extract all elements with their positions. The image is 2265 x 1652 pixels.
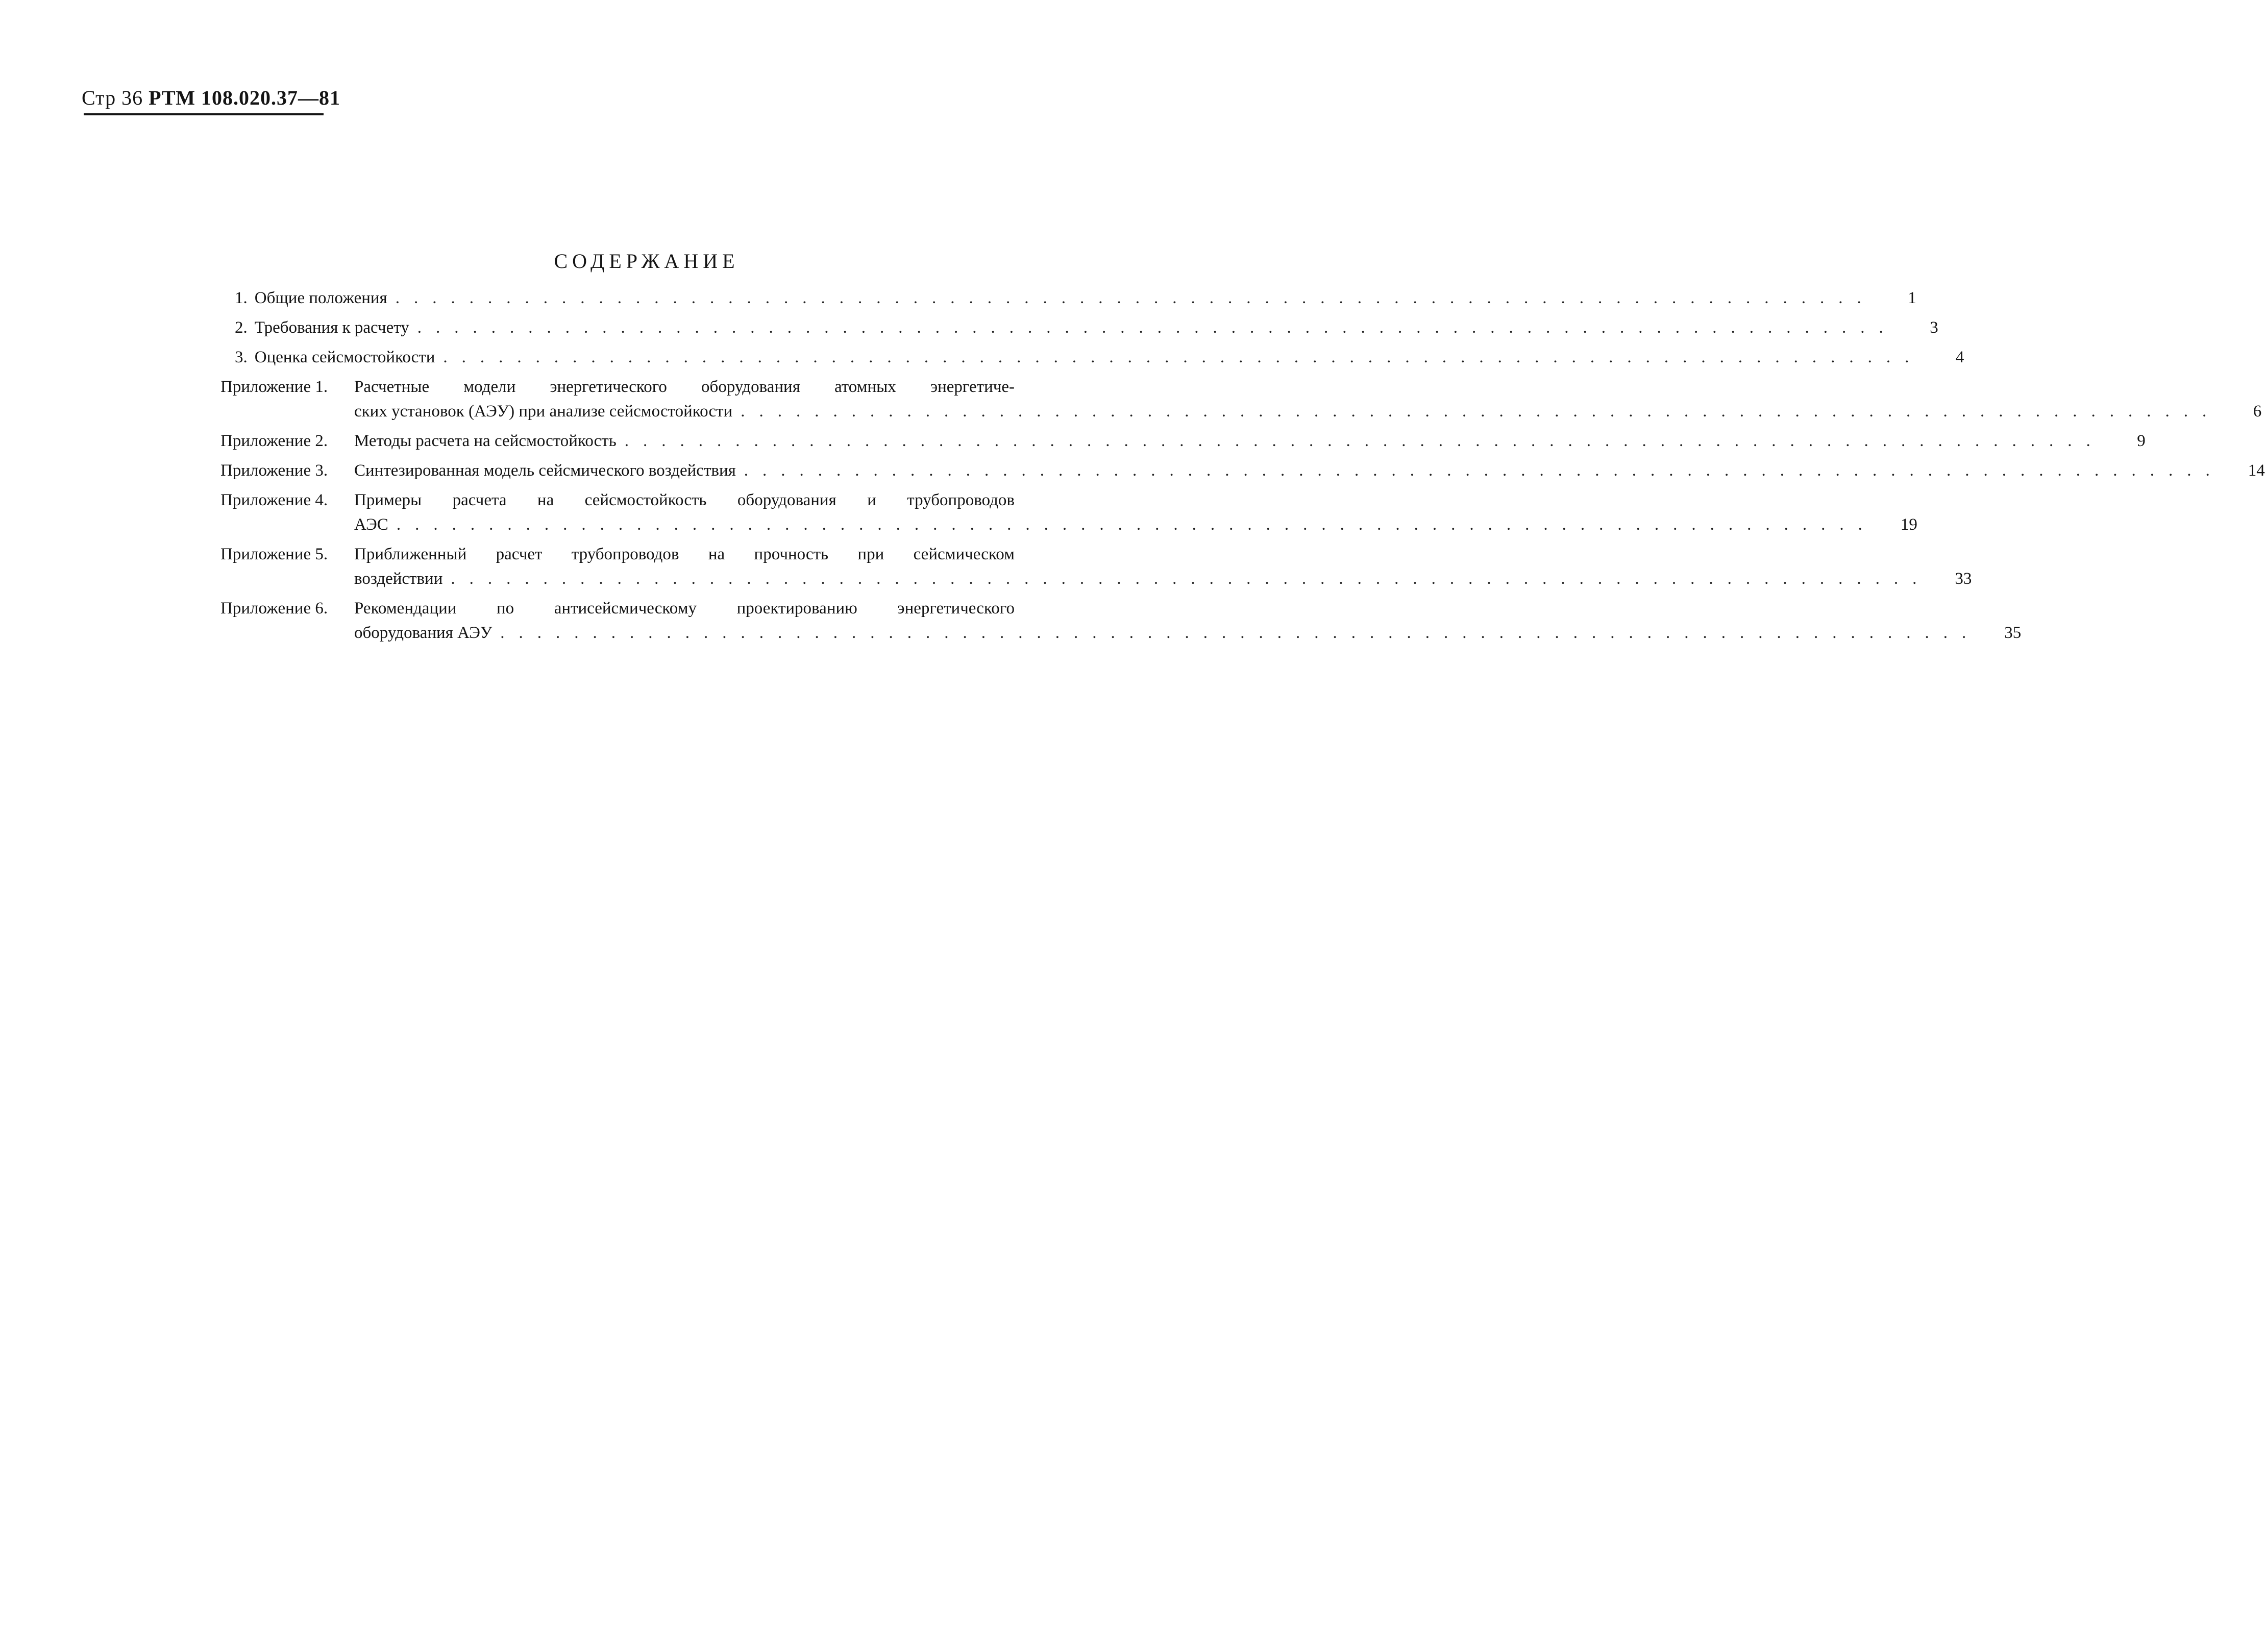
toc-entry-title: Приближенный расчет трубопроводов на прочность при сейсмическом xyxy=(354,545,1015,563)
toc-entry-title: Требования к расчету xyxy=(254,318,409,337)
table-of-contents xyxy=(220,286,2265,650)
toc-page-number: 3 xyxy=(1930,318,1938,337)
toc-entry-title: Примеры расчета на сейсмостойкость оборудования и трубопроводов xyxy=(354,491,1015,509)
dot-leader: ................................................................................ xyxy=(744,461,2224,480)
toc-entry xyxy=(220,458,2265,483)
toc-appendix-label: Приложение 4. xyxy=(220,491,328,509)
toc-entry-title-continued: воздействии xyxy=(354,570,443,588)
toc-entry-title: Расчетные модели энергетического оборудования атомных энергетиче- xyxy=(354,378,1015,396)
toc-entry-title-continued: АЭС xyxy=(354,515,388,534)
toc-page-number: 1 xyxy=(1908,289,1916,307)
toc-entry xyxy=(220,345,1964,369)
toc-entry xyxy=(220,488,1917,537)
toc-page-number: 19 xyxy=(1900,515,1917,534)
toc-entry xyxy=(220,429,2146,453)
toc-entry-title: Общие положения xyxy=(254,289,387,307)
toc-page-number: 35 xyxy=(2004,624,2022,642)
dot-leader: ................................................................................ xyxy=(741,402,2221,421)
toc-page-number: 6 xyxy=(2253,402,2262,421)
dot-leader: ................................................................................ xyxy=(500,624,1981,642)
toc-page-number: 9 xyxy=(2137,432,2146,450)
page-number-prefix: Стр 36 xyxy=(82,86,143,109)
dot-leader: ................................................................................ xyxy=(417,318,1898,337)
dot-leader: ................................................................................ xyxy=(624,432,2105,450)
dot-leader: ................................................................................ xyxy=(451,570,1931,588)
toc-entry-title: Методы расчета на сейсмостойкость xyxy=(354,432,617,450)
dot-leader: ................................................................................ xyxy=(443,348,1924,366)
toc-entry-number: 2. xyxy=(235,318,248,337)
dot-leader: ................................................................................ xyxy=(395,289,1876,307)
toc-entry-title: Оценка сейсмостойкости xyxy=(254,348,435,366)
toc-entry-title: Синтезированная модель сейсмического воздействия xyxy=(354,461,736,480)
toc-page-number: 4 xyxy=(1955,348,1964,366)
document-code: РТМ 108.020.37—81 xyxy=(149,86,340,109)
page-header xyxy=(82,86,340,110)
toc-entry xyxy=(220,596,2022,645)
toc-entry-title: Рекомендации по антисейсмическому проектированию энергетического xyxy=(354,599,1015,618)
toc-entry-title-continued: ских установок (АЭУ) при анализе сейсмостойкости xyxy=(354,402,733,421)
toc-entry xyxy=(220,315,1938,340)
toc-entry-title-continued: оборудования АЭУ xyxy=(354,624,493,642)
toc-appendix-label: Приложение 2. xyxy=(220,432,328,450)
toc-appendix-label: Приложение 3. xyxy=(220,461,328,480)
toc-appendix-label: Приложение 5. xyxy=(220,545,328,563)
toc-entry-number: 1. xyxy=(235,289,248,307)
toc-page-number: 14 xyxy=(2248,461,2265,480)
toc-title: СОДЕРЖАНИЕ xyxy=(554,250,740,273)
toc-entry xyxy=(220,375,2262,424)
toc-appendix-label: Приложение 6. xyxy=(220,599,328,618)
toc-entry-number: 3. xyxy=(235,348,248,366)
toc-appendix-label: Приложение 1. xyxy=(220,378,328,396)
header-underline xyxy=(84,113,324,115)
toc-page-number: 33 xyxy=(1955,570,1972,588)
dot-leader: ................................................................................ xyxy=(396,515,1877,534)
toc-entry xyxy=(220,286,1916,310)
toc-entry xyxy=(220,542,1972,591)
